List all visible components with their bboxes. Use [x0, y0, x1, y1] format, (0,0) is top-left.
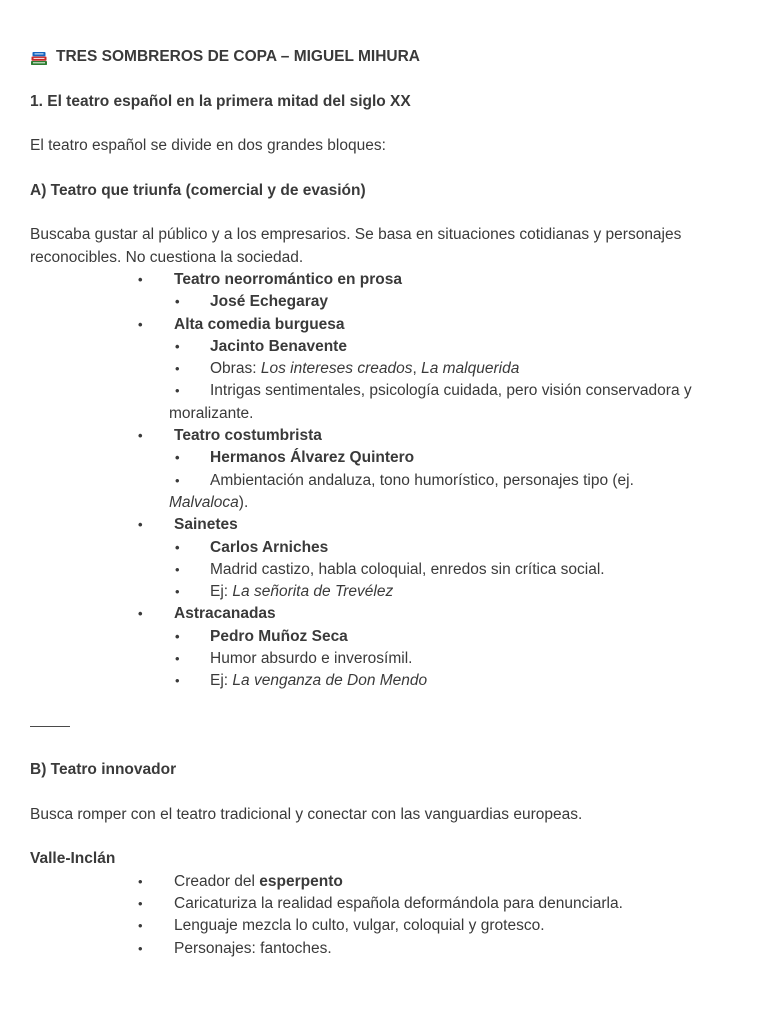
title-text: TRES SOMBREROS DE COPA – MIGUEL MIHURA	[56, 48, 420, 65]
work-title: Malvaloca	[169, 493, 239, 511]
section1-heading: 1. El teatro español en la primera mitad del siglo XX	[30, 92, 411, 110]
bullet: •	[175, 472, 180, 488]
bullet: •	[175, 673, 180, 689]
bullet: •	[138, 271, 143, 287]
bullet: •	[175, 294, 180, 310]
list-item-works	[30, 358, 740, 380]
document	[30, 46, 740, 960]
sectionA-heading: A) Teatro que triunfa (comercial y de evasión)	[30, 181, 366, 199]
list-item-genre	[30, 425, 740, 447]
books-icon	[30, 48, 48, 66]
note-text: Madrid castizo, habla coloquial, enredos sin crítica social.	[210, 560, 605, 578]
work-title: La malquerida	[421, 360, 520, 378]
list-item-author	[30, 626, 740, 648]
bullet-text: Personajes: fantoches.	[174, 939, 332, 957]
list-item-note	[30, 559, 740, 581]
bullet: •	[175, 338, 180, 354]
genre-name: Astracanadas	[174, 605, 276, 623]
sectionB-heading: B) Teatro innovador	[30, 761, 177, 779]
list-item-author	[30, 291, 740, 313]
list-item	[30, 915, 740, 937]
bullet: •	[175, 561, 180, 577]
genre-name: Teatro neorromántico en prosa	[174, 270, 402, 288]
bullet-text: Creador del	[174, 872, 260, 890]
note-end: ).	[238, 493, 249, 511]
note-text: Humor absurdo e inverosímil.	[210, 650, 413, 668]
bullet: •	[138, 895, 143, 911]
bullet-text: Caricaturiza la realidad española deformándola para denunciarla.	[174, 894, 623, 912]
work-title: La venganza de Don Mendo	[232, 672, 428, 690]
bullet: •	[175, 651, 180, 667]
bullet: •	[138, 606, 143, 622]
list-item-genre	[30, 514, 740, 536]
list-item-note	[30, 380, 740, 402]
list-item-esperpento	[30, 871, 740, 893]
list-item-author	[30, 336, 740, 358]
author-name: Hermanos Álvarez Quintero	[210, 449, 415, 467]
list-item-example	[30, 670, 740, 692]
bullet: •	[175, 628, 180, 644]
document-title	[30, 46, 740, 68]
author-name: Carlos Arniches	[210, 538, 329, 556]
work-title: Los intereses creados	[260, 360, 413, 378]
section1-intro: El teatro español se divide en dos grandes bloques:	[30, 137, 386, 155]
list-item-example	[30, 581, 740, 603]
bullet: •	[138, 316, 143, 332]
bullet: •	[138, 918, 143, 934]
genre-name: Sainetes	[174, 516, 238, 534]
example-prefix: Ej:	[210, 672, 233, 690]
sectionB-description: Busca romper con el teatro tradicional y conectar con las vanguardias europeas.	[30, 805, 583, 823]
bullet: •	[175, 361, 180, 377]
bullet: •	[175, 450, 180, 466]
author-name: Pedro Muñoz Seca	[210, 627, 348, 645]
note-continuation: moralizante.	[169, 404, 254, 422]
bullet: •	[138, 428, 143, 444]
note-text: Intrigas sentimentales, psicología cuidada, pero visión conservadora y	[210, 382, 692, 400]
work-title: La señorita de Trevélez	[232, 583, 394, 601]
bullet: •	[138, 940, 143, 956]
bullet-text: Lenguaje mezcla lo culto, vulgar, coloquial y grotesco.	[174, 917, 545, 935]
note-continuation	[30, 492, 740, 514]
genre-name: Teatro costumbrista	[174, 427, 322, 445]
bullet-bold-text: esperpento	[259, 872, 343, 890]
author-name: Jacinto Benavente	[210, 337, 347, 355]
list-item-genre	[30, 269, 740, 291]
works-separator: ,	[412, 360, 422, 378]
list-item-author	[30, 447, 740, 469]
list-item-author	[30, 537, 740, 559]
author-name: José Echegaray	[210, 293, 329, 311]
sectionB-author: Valle-Inclán	[30, 850, 116, 868]
list-item-note	[30, 470, 740, 492]
bullet: •	[175, 383, 180, 399]
list-item-genre	[30, 314, 740, 336]
works-prefix: Obras:	[210, 360, 261, 378]
list-item-genre	[30, 603, 740, 625]
list-item	[30, 938, 740, 960]
list-item-note	[30, 648, 740, 670]
bullet: •	[138, 873, 143, 889]
list-item	[30, 893, 740, 915]
genre-name: Alta comedia burguesa	[174, 315, 345, 333]
example-prefix: Ej:	[210, 583, 233, 601]
bullet: •	[175, 584, 180, 600]
bullet: •	[138, 517, 143, 533]
bullet: •	[175, 539, 180, 555]
sectionA-description: Buscaba gustar al público y a los empresarios. Se basa en situaciones cotidianas y personajes reconocibles. No cuestiona la sociedad.	[30, 226, 682, 266]
note-text: Ambientación andaluza, tono humorístico, personajes tipo (ej.	[210, 471, 634, 489]
